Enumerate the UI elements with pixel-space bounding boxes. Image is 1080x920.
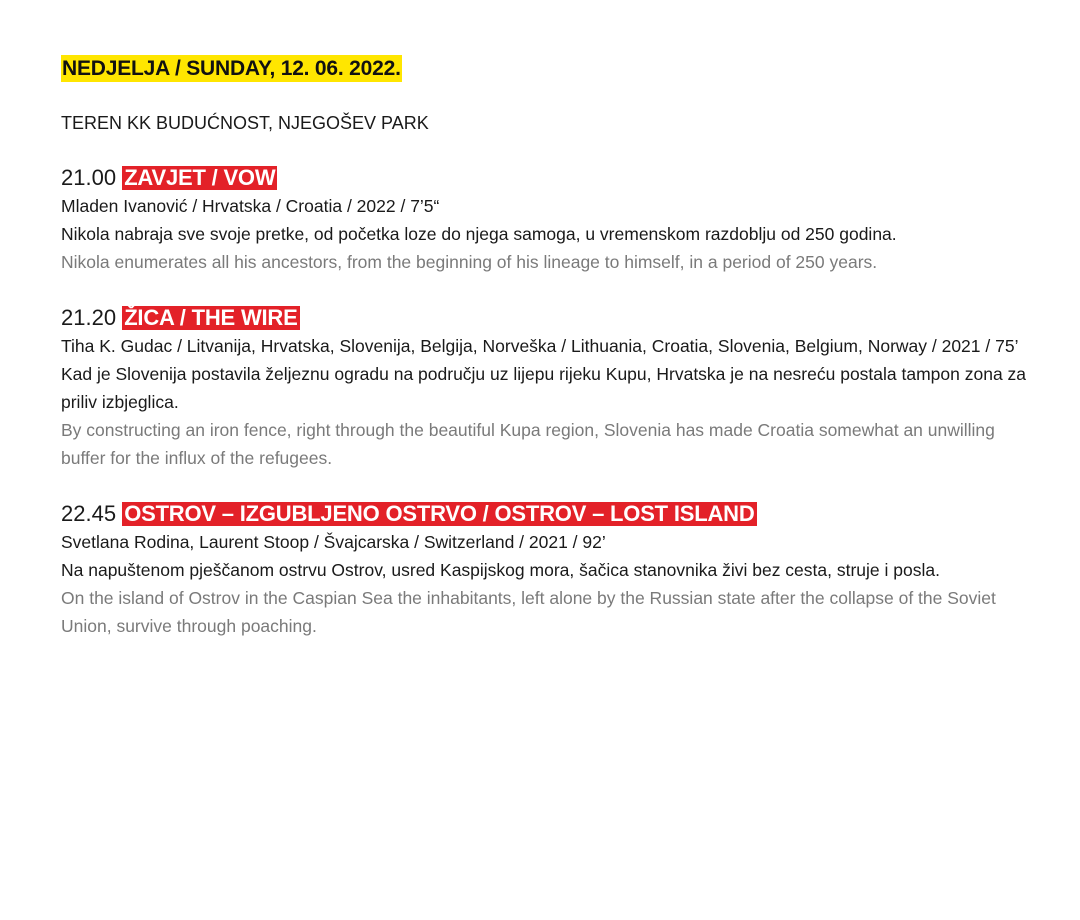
event-header [61,164,1031,192]
event-description-en: By constructing an iron fence, right through the beautiful Kupa region, Slovenia has made Croatia somewhat an unwilling buffer for the influx of the refugees. [61,420,995,468]
event-credits: Tiha K. Gudac / Litvanija, Hrvatska, Slovenija, Belgija, Norveška / Lithuania, Croatia, Slovenia, Belgium, Norway / 2021 / 75’ [61,336,1019,356]
event-description-en: On the island of Ostrov in the Caspian Sea the inhabitants, left alone by the Russian state after the collapse of the Soviet Union, survive through poaching. [61,588,996,636]
event-description-hr: Na napuštenom pješčanom ostrvu Ostrov, usred Kaspijskog mora, šačica stanovnika živi bez cesta, struje i posla. [61,560,940,580]
event-title: OSTROV – IZGUBLJENO OSTRVO / OSTROV – LOST ISLAND [124,501,755,526]
event-credits: Mladen Ivanović / Hrvatska / Croatia / 2022 / 7’5“ [61,196,440,216]
schedule-page [61,55,1031,640]
event-header [61,500,1031,528]
event-credits: Svetlana Rodina, Laurent Stoop / Švajcarska / Switzerland / 2021 / 92’ [61,532,606,552]
venue-label: TEREN KK BUDUĆNOST, NJEGOŠEV PARK [61,113,429,133]
event-header [61,304,1031,332]
event-block [61,164,1031,276]
event-title: ZAVJET / VOW [124,165,276,190]
event-title: ŽICA / THE WIRE [124,305,298,330]
date-heading-row [61,55,1031,82]
event-time: 21.20 [61,305,117,330]
event-time: 22.45 [61,501,117,526]
event-block [61,500,1031,640]
event-description-hr: Kad je Slovenija postavila željeznu ogradu na području uz lijepu rijeku Kupu, Hrvatska je na nesreću postala tampon zona za priliv izbjeglica. [61,364,1027,412]
event-description-hr: Nikola nabraja sve svoje pretke, od početka loze do njega samoga, u vremenskom razdoblju od 250 godina. [61,224,897,244]
event-time: 21.00 [61,165,117,190]
event-block [61,304,1031,472]
event-description-en: Nikola enumerates all his ancestors, from the beginning of his lineage to himself, in a period of 250 years. [61,252,878,272]
date-heading: NEDJELJA / SUNDAY, 12. 06. 2022. [62,57,401,80]
